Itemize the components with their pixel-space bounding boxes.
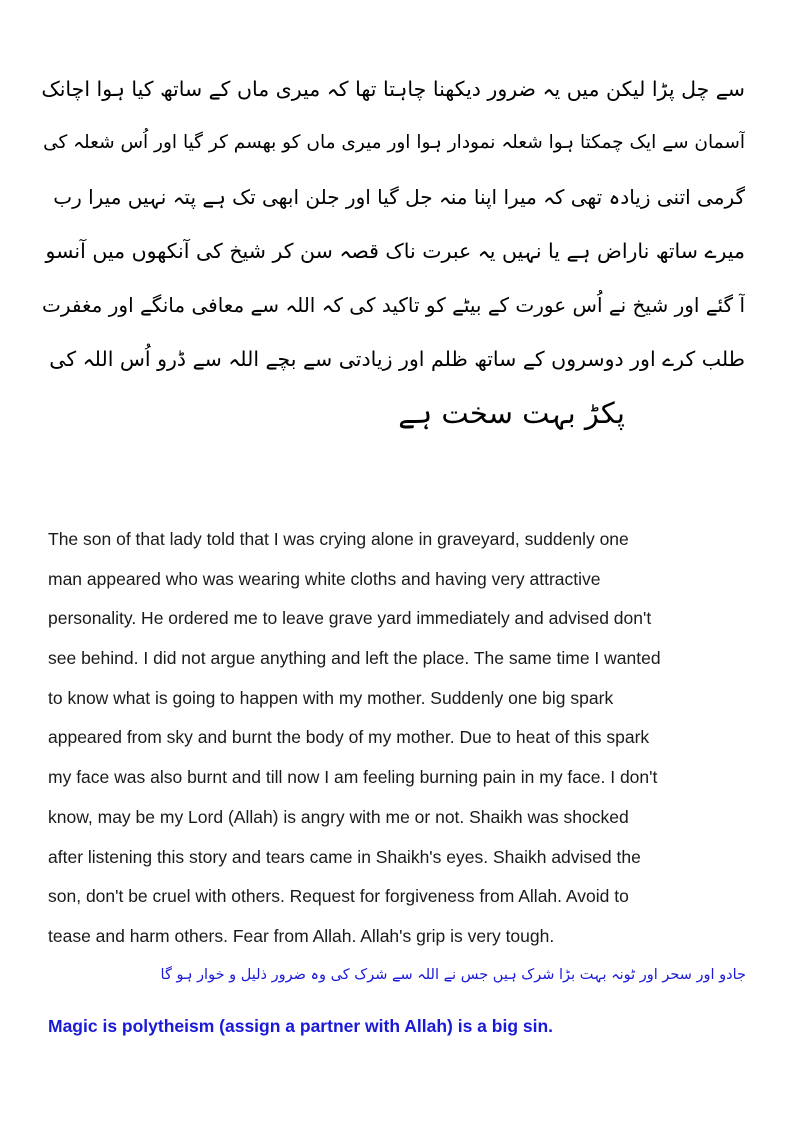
- english-line: The son of that lady told that I was crying alone in graveyard, suddenly one: [48, 529, 629, 549]
- english-line: see behind. I did not argue anything and left the place. The same time I wanted: [48, 648, 661, 669]
- english-line: tease and harm others. Fear from Allah. Allah's grip is very tough.: [48, 925, 555, 946]
- english-line: appeared from sky and burnt the body of my mother. Due to heat of this spark: [48, 727, 650, 748]
- magic-note-urdu: جادو اور سحر اور ٹونہ بہت بڑا شرک ہیں جس نے اللہ سے شرک کی وہ ضرور ذلیل و خوار ہو گا: [160, 967, 746, 983]
- urdu-line: گرمی اتنی زیادہ تھی کہ میرا اپنا منہ جل گیا اور جلن ابھی تک ہے پتہ نہیں میرا رب: [53, 185, 745, 209]
- english-line: my face was also burnt and till now I am feeling burning pain in my face. I don't: [48, 767, 658, 788]
- urdu-line: طلب کرے اور دوسروں کے ساتھ ظلم اور زیادتی سے بچے اللہ سے ڈرو اُس اللہ کی: [49, 347, 745, 371]
- urdu-line: آسمان سے ایک چمکتا ہوا شعلہ نمودار ہوا اور میری ماں کو بھسم کر گیا اور اُس شعلہ کی: [43, 132, 745, 153]
- urdu-line-last: پکڑ بہت سخت ہے: [398, 396, 625, 430]
- urdu-line: سے چل پڑا لیکن میں یہ ضرور دیکھنا چاہتا تھا کہ میری ماں کے ساتھ کیا ہوا اچانک: [41, 77, 745, 101]
- urdu-line: میرے ساتھ ناراض ہے یا نہیں یہ عبرت ناک قصہ سن کر شیخ کی آنکھوں میں آنسو: [45, 239, 745, 263]
- english-paragraph: [48, 520, 748, 957]
- english-line: know, may be my Lord (Allah) is angry with me or not. Shaikh was shocked: [48, 806, 629, 827]
- english-line: personality. He ordered me to leave grave yard immediately and advised don't: [48, 608, 652, 629]
- urdu-paragraph: [40, 62, 745, 440]
- english-line: after listening this story and tears came in Shaikh's eyes. Shaikh advised the: [48, 846, 641, 867]
- english-line: son, don't be cruel with others. Request for forgiveness from Allah. Avoid to: [48, 886, 629, 907]
- magic-note-english: Magic is polytheism (assign a partner with Allah) is a big sin.: [48, 1016, 554, 1036]
- english-line: to know what is going to happen with my mother. Suddenly one big spark: [48, 687, 614, 708]
- english-line: man appeared who was wearing white cloths and having very attractive: [48, 568, 601, 589]
- urdu-line: آ گئے اور شیخ نے اُس عورت کے بیٹے کو تاکید کی کہ اللہ سے معافی مانگے اور مغفرت: [42, 293, 745, 317]
